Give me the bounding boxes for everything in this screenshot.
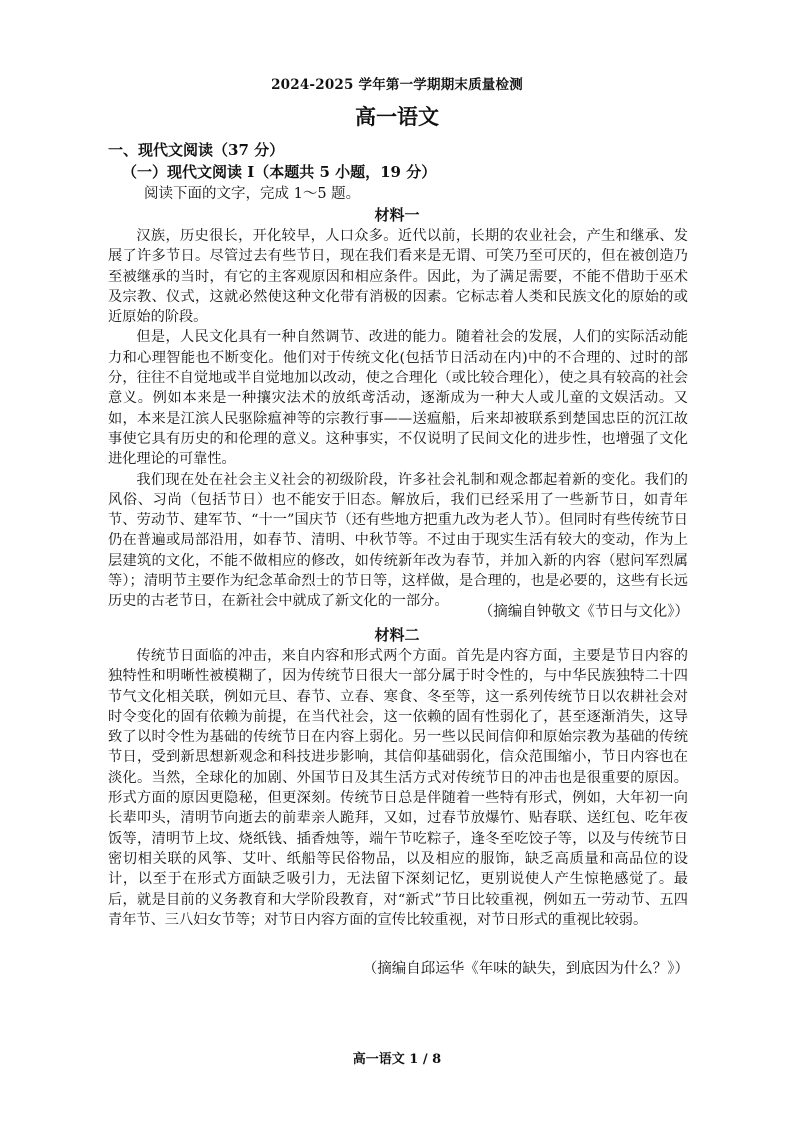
page-footer: 高一语文 1 / 8 bbox=[352, 1052, 442, 1067]
material-1-title: 材料一 bbox=[374, 206, 420, 224]
material-2-paragraph: 传统节日面临的冲击，来自内容和形式两个方面。首先是内容方面，主要是节日内容的独特性和明晰性被模糊了，因为传统节日很大一部分属于时令性的，与中华民族独特二十四节气文化相关联，例如元旦、春节、立春、寒食、冬至等，这一系列传统节日以农耕社会对时令变化的固有依赖为前提，在当代社会，这一依赖的固有性弱化了，甚至逐渐消失，这导致了以时令性为基础的传统节日在内容上弱化。另一些以民间信仰和原始宗教为基础的传统节日，受到新思想新观念和科技进步影响，其信仰基础弱化，信众范围缩小，节日内容也在淡化。当然，全球化的加剧、外国节日及其生活方式对传统节日的冲击也是很重要的原因。形式方面的原因更隐秘，但更深刻。传统节日总是伴随着一些特有形式，例如，大年初一向长辈叩头，清明节向逝去的前辈亲人跪拜，又如，过春节放爆竹、贴春联、送红包、吃年夜饭等，清明节上坟、烧纸钱、插香烛等，端午节吃粽子，逢冬至吃饺子等，以及与传统节日密切相关联的风筝、艾叶、纸船等民俗物品，以及相应的服饰，缺乏高质量和高品位的设计，以至于在形式方面缺乏吸引力，无法留下深刻记忆，更别说使人产生惊艳感觉了。最后，就是目前的义务教育和大学阶段教育，对“新式”节日比较重视，例如五一劳动节、五四青年节、三八妇女节等；对节日内容方面的宣传比较重视，对节日形式的重视比较弱。 bbox=[108, 648, 688, 928]
material-1-paragraph: 但是，人民文化具有一种自然调节、改进的能力。随着社会的发展，人们的实际活动能力和心理智能也不断变化。他们对于传统文化(包括节日活动在内)中的不合理的、过时的部分，往往不自觉地或半自觉地加以改动，使之合理化（或比较合理化），使之具有较高的社会意义。例如本来是一种攘灾法术的放纸鸢活动，逐渐成为一种大人或儿童的文娱活动。又如，本来是江滨人民驱除瘟神等的宗教行事——送瘟船，后来却被联系到楚国忠臣的沉江故事使它具有历史的和伦理的意义。这种事实，不仅说明了民间文化的进步性，也增强了文化进化理论的可靠性。 bbox=[108, 329, 688, 468]
subject-title: 高一语文 bbox=[355, 104, 439, 129]
material-2-title: 材料二 bbox=[374, 626, 420, 644]
material-1-citation: （摘编自钟敬文《节日与文化》） bbox=[478, 604, 689, 620]
material-2-citation: （摘编自邱运华《年味的缺失，到底因为什么？》） bbox=[362, 961, 689, 977]
section-title: 一、现代文阅读（37 分） bbox=[108, 141, 285, 159]
material-1-paragraph: 我们现在处在社会主义社会的初级阶段，许多社会礼制和观念都起着新的变化。我们的风俗、习尚（包括节日）也不能安于旧态。解放后，我们已经采用了一些新节日，如青年节、劳动节、建军节、“十一”国庆节（还有些地方把重九改为老人节）。但同时有些传统节日仍在普遍或局部沿用，如春节、清明、中秋节等。不过由于现实生活有较大的变动，作为上层建筑的文化，不能不做相应的修改，如传统新年改为春节，并加入新的内容（慰问军烈属等）；清明节主要作为纪念革命烈士的节日等，这样做，是合理的，也是必要的，这些有长远历史的古老节日，在新社会中就成了新文化的一部分。 bbox=[108, 471, 688, 610]
exam-header: 2024-2025 学年第一学期期末质量检测 bbox=[271, 77, 523, 93]
subsection-title: （一）现代文阅读 I（本题共 5 小题，19 分） bbox=[122, 163, 437, 181]
material-2-body bbox=[108, 646, 688, 930]
reading-instruction: 阅读下面的文字，完成 1～5 题。 bbox=[144, 186, 361, 202]
material-1-body bbox=[108, 226, 688, 612]
material-1-paragraph: 汉族，历史很长，开化较早，人口众多。近代以前，长期的农业社会，产生和继承、发展了许多节日。尽管过去有些节日，现在我们看来是无谓、可笑乃至可厌的，但在被创造乃至被继承的当时，有它的主客观原因和相应条件。因此，为了满足需要，不能不借助于巫术及宗教、仪式，这就必然使这种文化带有消极的因素。它标志着人类和民族文化的原始的或近原始的阶段。 bbox=[108, 228, 688, 326]
